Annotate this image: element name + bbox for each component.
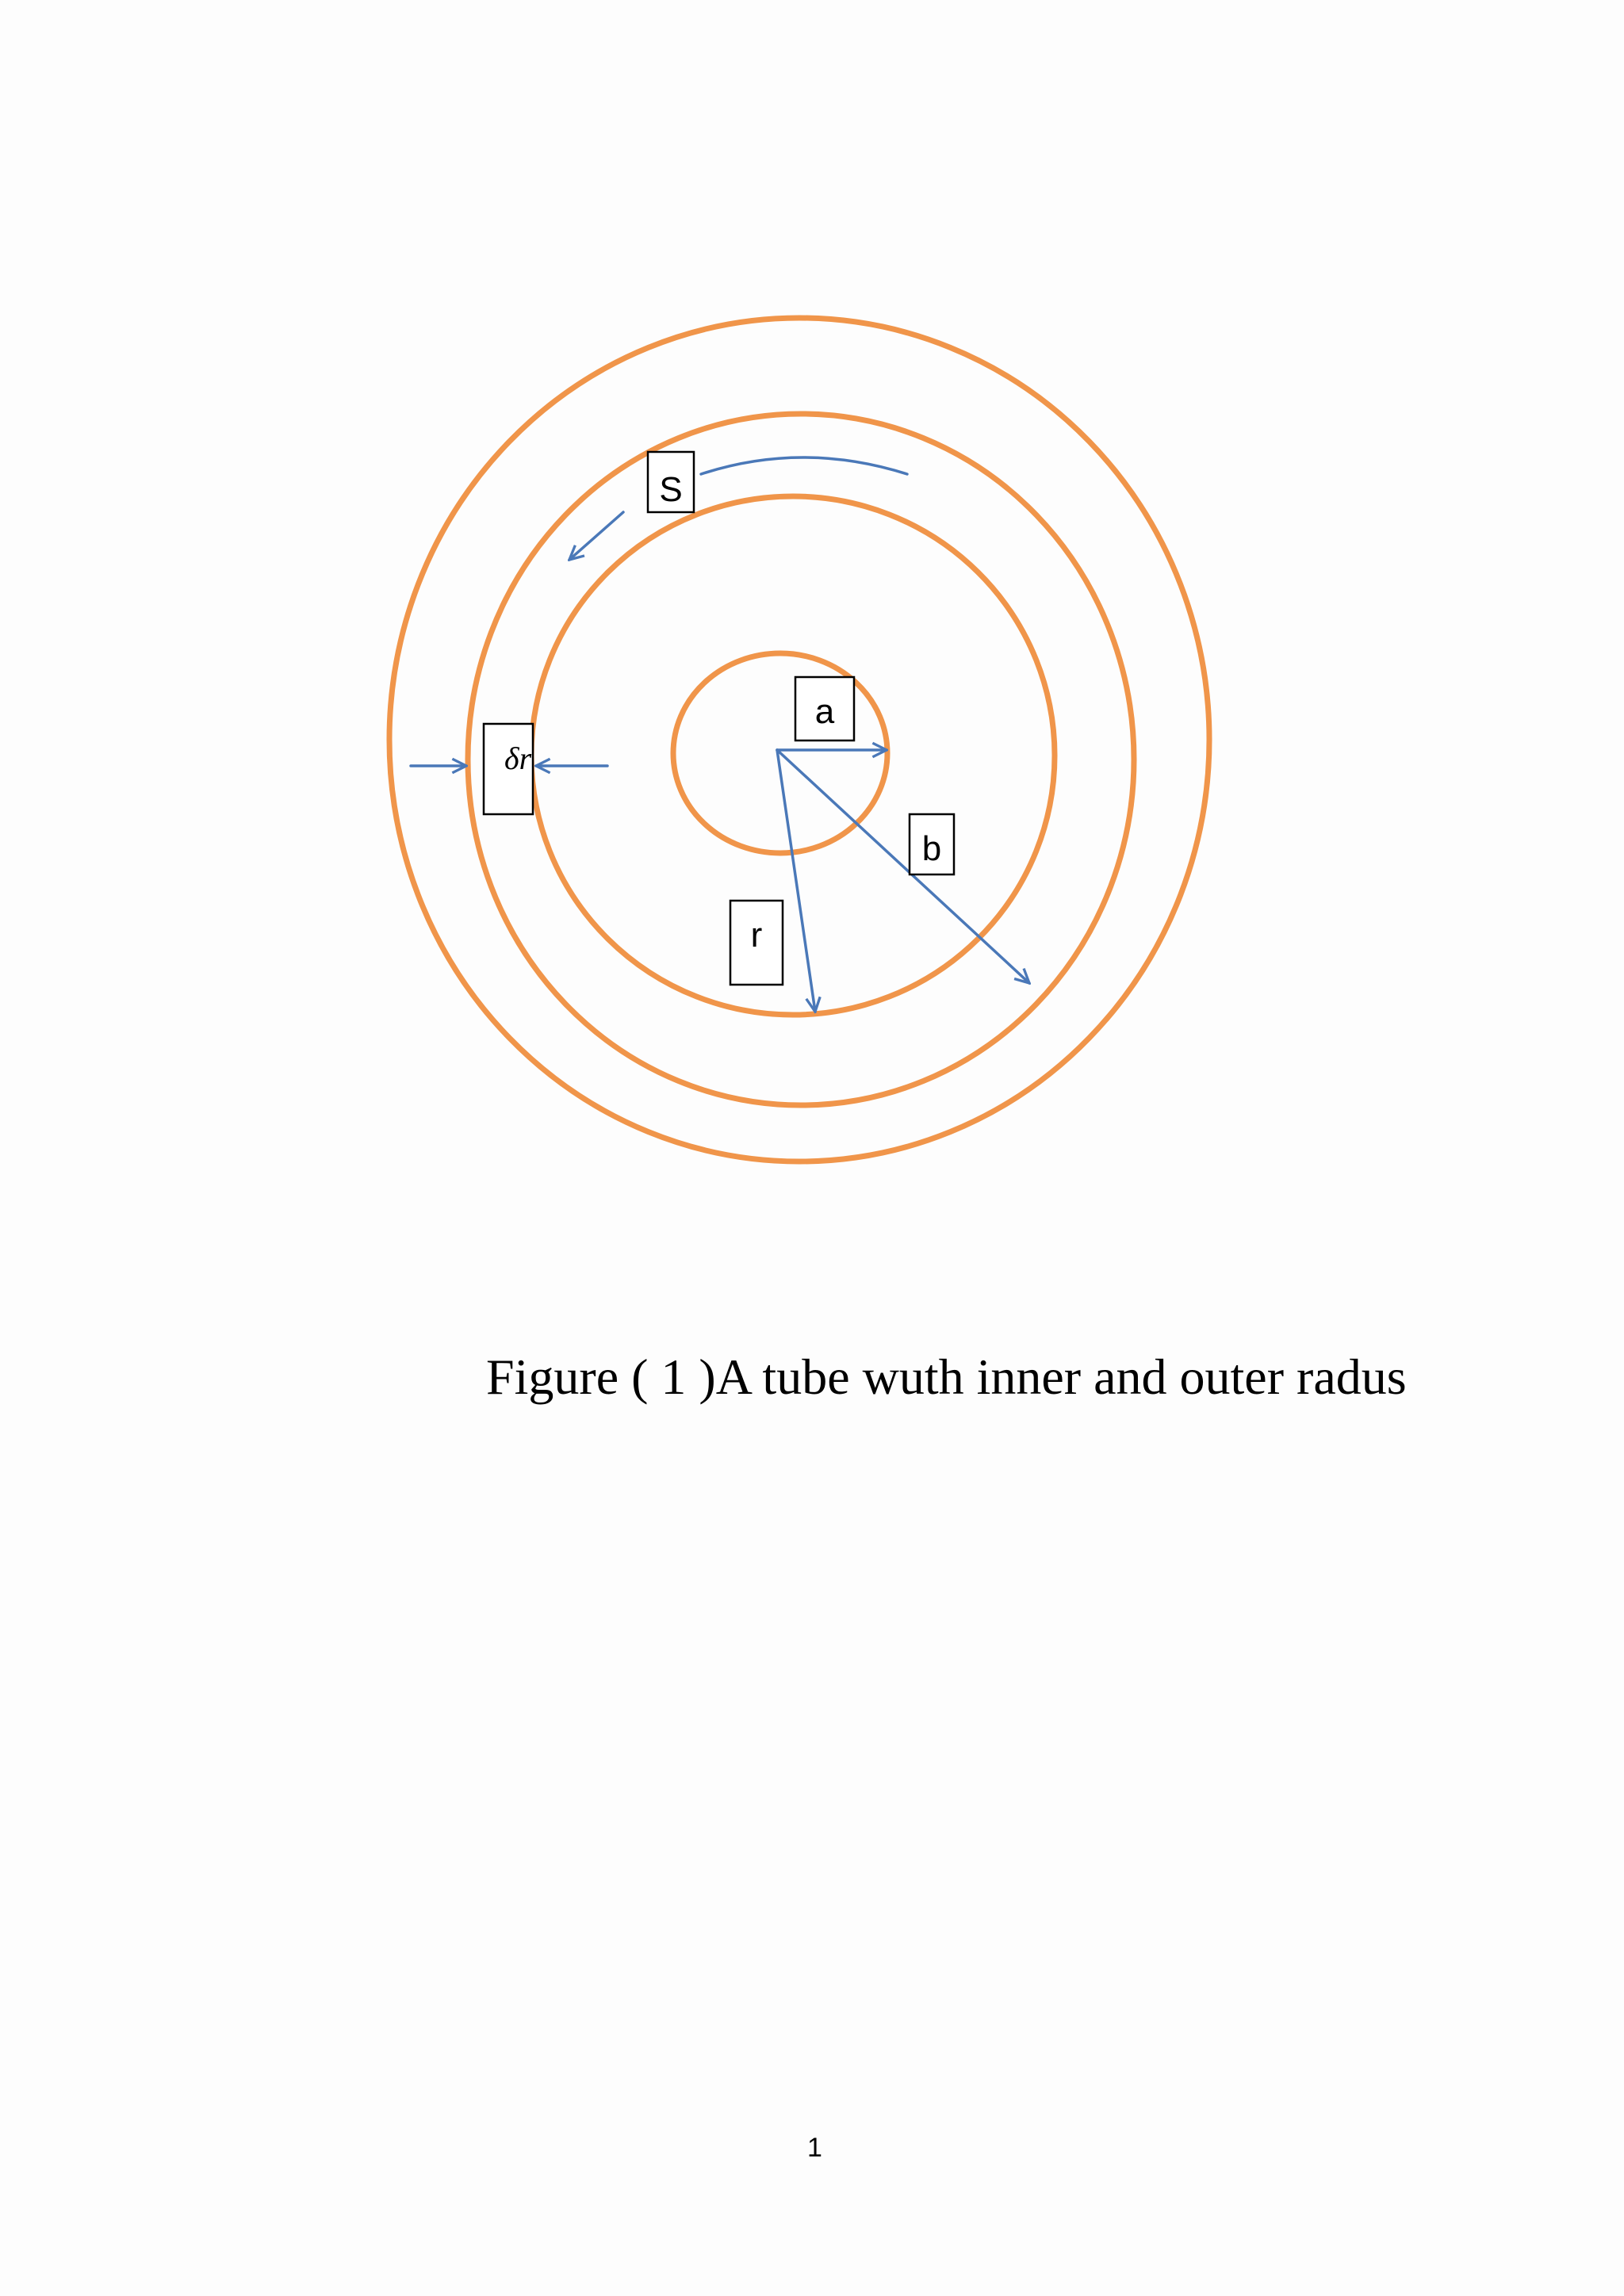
radius-b-arrow — [777, 750, 1029, 983]
svg-text:S: S — [659, 470, 683, 509]
label-delta-r — [484, 724, 533, 814]
surface-arrow — [569, 512, 623, 560]
page-number: 1 — [807, 2133, 822, 2163]
label-s — [648, 452, 694, 512]
label-r — [730, 901, 783, 985]
svg-text:r: r — [750, 916, 763, 955]
label-a — [795, 677, 854, 740]
second-ring — [468, 414, 1134, 1105]
figure-caption: Figure ( 1 )A tube wuth inner and outer radus — [486, 1349, 1407, 1405]
svg-text:a: a — [814, 692, 835, 731]
third-ring — [531, 496, 1055, 1015]
svg-text:δr: δr — [504, 740, 532, 776]
label-b — [910, 814, 954, 874]
svg-text:b: b — [921, 829, 942, 868]
surface-arc — [701, 457, 907, 474]
